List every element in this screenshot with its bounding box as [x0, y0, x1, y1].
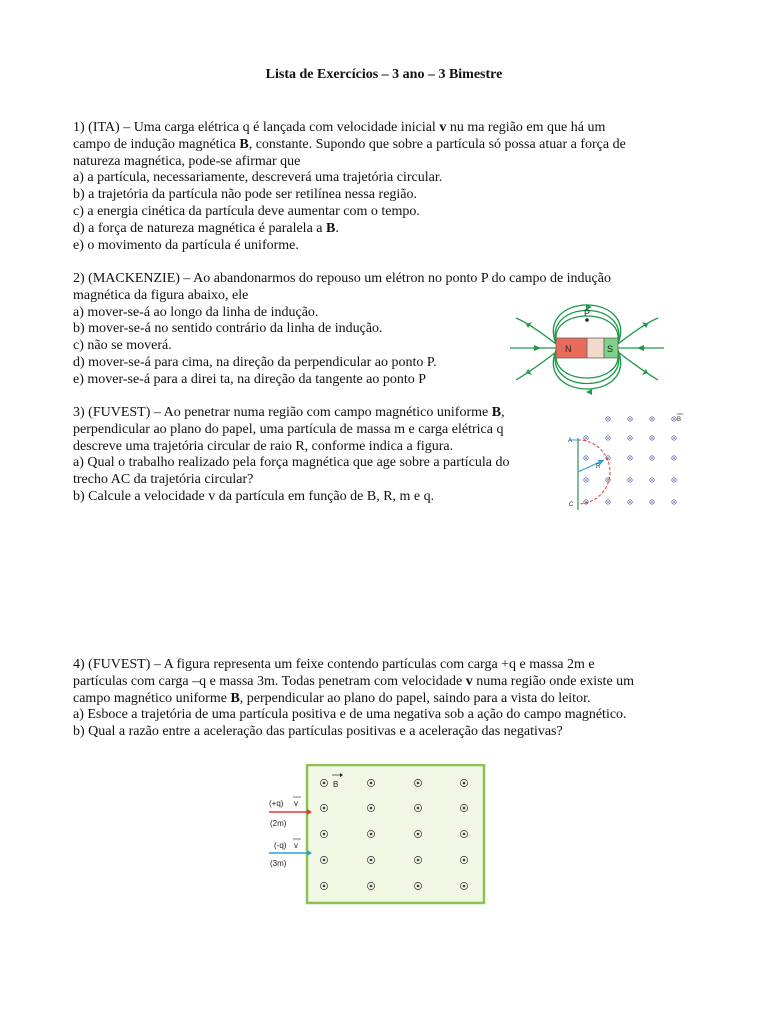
field-dot-center [673, 418, 675, 420]
field-dot-center [607, 501, 609, 503]
q2-option-c: c) não se moverá. [73, 338, 172, 354]
field-dot-center [323, 833, 326, 836]
circular-trajectory [578, 440, 610, 504]
field-dot-center [607, 479, 609, 481]
field-b-label: B [333, 780, 339, 789]
negative-mass-label: (3m) [270, 859, 287, 868]
field-dot-center [629, 437, 631, 439]
magnet-north-pole [556, 338, 587, 358]
field-dot-center [673, 479, 675, 481]
q3-item-a-1: a) Qual o trabalho realizado pela força magnética que age sobre a partícula do [73, 455, 510, 471]
q1-option-a: a) a partícula, necessariamente, descreverá uma trajetória circular. [73, 170, 443, 186]
field-dot-center [370, 885, 373, 888]
q3-item-b: b) Calcule a velocidade v da partícula em função de B, R, m e q. [73, 488, 435, 504]
field-dot-center [585, 457, 587, 459]
q4-item-a: a) Esboce a trajetória de uma partícula positiva e de uma negativa sob a ação do campo magnético. [73, 707, 627, 723]
field-dot-center [463, 859, 466, 862]
field-dot-center [417, 859, 420, 862]
field-dot-center [651, 418, 653, 420]
q4-line-1: 4) (FUVEST) – A figura representa um feixe contendo partículas com carga +q e massa 2m e [73, 657, 595, 672]
q4-item-b: b) Qual a razão entre a aceleração das partículas positivas e a aceleração das negativas? [73, 724, 563, 740]
positive-velocity-label: v [294, 799, 298, 808]
field-b-label: B [677, 417, 682, 423]
field-dot-center [651, 457, 653, 459]
field-dot-center [629, 457, 631, 459]
field-dot-center [651, 437, 653, 439]
q2-line-1: 2) (MACKENZIE) – Ao abandonarmos do repouso um elétron no ponto P do campo de indução [73, 271, 611, 286]
q1-option-e: e) o movimento da partícula é uniforme. [73, 237, 299, 253]
point-c-label: C [569, 502, 574, 508]
field-dot-center [607, 418, 609, 420]
circular-trajectory-figure [566, 408, 688, 512]
q1-option-c: c) a energia cinética da partícula deve aumentar com o tempo. [73, 203, 420, 219]
field-dot-center [323, 885, 326, 888]
q1-line-3: natureza magnética, pode-se afirmar que [73, 153, 301, 169]
field-dot-center [417, 807, 420, 810]
field-dot-center [370, 833, 373, 836]
north-label: N [565, 344, 572, 354]
q2-option-a: a) mover-se-á ao longo da linha de indução. [73, 304, 319, 320]
positive-mass-label: (2m) [270, 819, 287, 828]
point-p-marker [585, 318, 589, 322]
q3-line-1: 3) (FUVEST) – Ao penetrar numa região com campo magnético uniforme B, [73, 405, 505, 420]
field-dot-center [417, 833, 420, 836]
bar-magnet-figure [508, 300, 666, 400]
field-dot-center [673, 501, 675, 503]
field-dot-center [370, 782, 373, 785]
field-dot-center [629, 501, 631, 503]
field-dot-center [323, 807, 326, 810]
point-a-label: A [568, 438, 573, 444]
q2-option-d: d) mover-se-á para cima, na direção da perpendicular ao ponto P. [73, 354, 437, 370]
south-label: S [607, 344, 614, 354]
q4-line-3: campo magnético uniforme B, perpendicular ao plano do papel, saindo para a vista do leitor. [73, 690, 591, 706]
field-dot-center [651, 479, 653, 481]
q4-line-2: partículas com carga –q e massa 3m. Todas penetram com velocidade v numa região onde existe um [73, 673, 635, 689]
document-title: Lista de Exercícios – 3 ano – 3 Bimestre [265, 67, 503, 82]
field-dot-center [673, 457, 675, 459]
field-dot-center [463, 885, 466, 888]
field-dot-center [629, 418, 631, 420]
field-dot-center [585, 437, 587, 439]
field-dot-center [607, 437, 609, 439]
field-dot-center [323, 782, 326, 785]
question-3 [73, 405, 510, 506]
q1-line-2: campo de indução magnética B, constante. Supondo que sobre a partícula só possa atuar a força de [73, 136, 626, 152]
q3-item-a-2: trecho AC da trajetória circular? [73, 472, 254, 488]
q3-line-2: perpendicular ao plano do papel, uma partícula de massa m e carga elétrica q [73, 421, 504, 437]
field-dot-center [370, 807, 373, 810]
field-dot-center [651, 501, 653, 503]
particle-beam-figure [265, 764, 487, 906]
negative-velocity-label: v [294, 841, 298, 850]
field-dot-center [417, 782, 420, 785]
point-p-label: P [584, 308, 591, 318]
field-dot-center [585, 479, 587, 481]
q2-line-2: magnética da figura abaixo, ele [73, 287, 249, 303]
q1-line-1: 1) (ITA) – Uma carga elétrica q é lançada com velocidade inicial v nu ma região em que há um [73, 120, 606, 135]
q1-option-b: b) a trajetória da partícula não pode ser retilínea nessa região. [73, 187, 418, 203]
field-dot-center [629, 479, 631, 481]
field-dot-center [323, 859, 326, 862]
q1-option-d: d) a força de natureza magnética é paralela a B. [73, 220, 339, 236]
negative-charge-label: (-q) [274, 841, 287, 850]
question-1 [73, 120, 626, 254]
field-dot-center [417, 885, 420, 888]
q2-option-e: e) mover-se-á para a direi ta, na direção da tangente ao ponto P [73, 371, 427, 387]
field-dot-center [463, 782, 466, 785]
field-dot-center [673, 437, 675, 439]
q2-option-b: b) mover-se-á no sentido contrário da linha de indução. [73, 321, 383, 337]
question-4 [73, 657, 634, 741]
magnet-middle [587, 338, 604, 358]
positive-charge-label: (+q) [269, 799, 284, 808]
field-dot-center [463, 833, 466, 836]
field-dot-center [370, 859, 373, 862]
field-dots [584, 417, 676, 504]
field-dot-center [463, 807, 466, 810]
radius-label: R [596, 464, 601, 470]
q3-line-3: descreve uma trajetória circular de raio R, conforme indica a figura. [73, 438, 454, 454]
